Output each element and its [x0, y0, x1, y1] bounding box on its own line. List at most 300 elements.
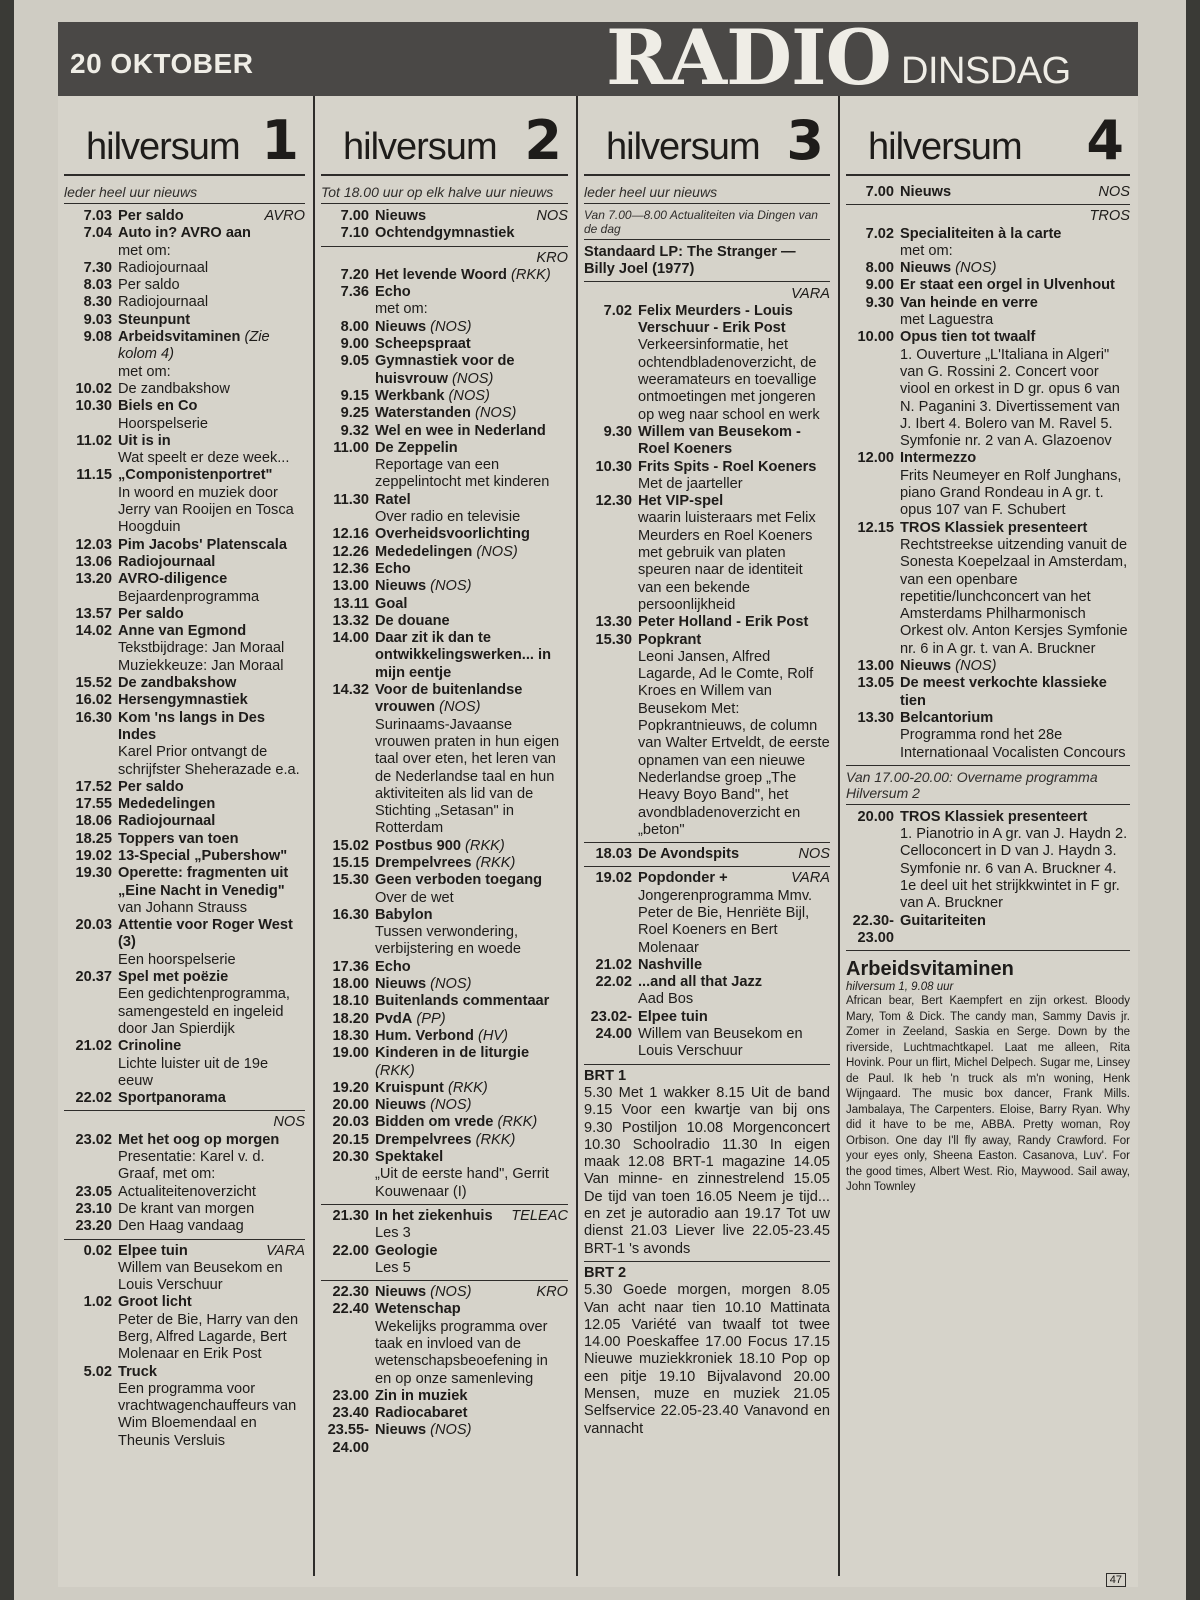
program-time: 18.03 — [595, 846, 632, 863]
program-time: 13.05 — [857, 675, 894, 692]
program-content — [375, 993, 568, 1010]
program-row — [846, 450, 1130, 519]
program-description: Over radio en televisie — [375, 509, 521, 526]
program-row — [64, 294, 305, 311]
program-content — [638, 957, 830, 974]
program-title: De zandbakshow — [118, 675, 237, 692]
program-row — [321, 613, 568, 630]
program-content — [375, 1284, 568, 1301]
program-title: Nieuws — [375, 1097, 427, 1114]
program-title: Ochtendgymnastiek — [375, 225, 515, 242]
program-broadcaster-note: (NOS) — [475, 405, 517, 422]
box-text: African bear, Bert Kaempfert en zijn orkest. Bloody Mary, Tom & Dick. The candy man, Sammy Davis jr. Zomer in Zeeland, Saskia en Serge. Down by the riverside, Luchtmachtkapel. Laat me alleen, Rita Hovink. Pour un flirt, Michel Delpech. Sugar me, Linsey de Paul. Ik heb 'n truck als m'n woning, Henk Wijngaard. The music box dancer, Frank Mills. Jambalaya, The Carpenters. Eloise, Barry Ryan. Why did it have to be me, ABBA. Pretty woman, Roy Orbison. One day I'll fly away, Randy Crawford. For your eyes only, Sheena Easton. Casanova, Luv'. For the good times, Albert West. Rio, Maywood. Sail away, John Townley — [846, 995, 1130, 1194]
program-row — [584, 974, 830, 1009]
program-time: 23.40 — [332, 1405, 369, 1422]
program-title: Waterstanden — [375, 405, 471, 422]
program-title: Radiojournaal — [118, 553, 216, 570]
program-row — [584, 614, 830, 631]
program-description: met Laguestra — [900, 312, 994, 329]
program-content — [375, 1243, 568, 1278]
program-row — [846, 675, 1130, 710]
program-description: Verkeersinformatie, het ochtendbladenoverzicht, de weeramateurs en toevallige ontmoetingen met jongeren op weg naar school en werk — [638, 337, 820, 423]
program-broadcaster-note: (RKK) — [475, 1131, 516, 1148]
program-description: Tussen verwondering, verbijstering en woede — [375, 924, 522, 958]
program-row — [64, 277, 305, 294]
program-row — [321, 1208, 568, 1243]
program-content — [375, 388, 568, 405]
divider — [846, 204, 1130, 205]
program-broadcaster-note: (NOS) — [430, 318, 472, 335]
header-day: DINSDAG — [901, 50, 1071, 92]
program-time: 9.00 — [865, 277, 894, 294]
program-content — [638, 846, 830, 863]
program-row — [64, 1132, 305, 1184]
program-title: Drempelvrees — [375, 1131, 472, 1148]
program-title: Zin in muziek — [375, 1387, 468, 1404]
program-content — [118, 571, 305, 606]
program-time: 9.30 — [603, 423, 632, 440]
program-row — [64, 796, 305, 813]
program-row — [321, 1284, 568, 1301]
program-content — [638, 424, 830, 459]
program-content — [118, 312, 305, 329]
divider — [321, 246, 568, 247]
program-title: Nashville — [638, 956, 703, 973]
program-content — [118, 813, 305, 830]
program-title: Ratel — [375, 491, 411, 508]
program-row — [584, 459, 830, 494]
brt1-schedule: 5.30 Met 1 wakker 8.15 Uit de band 9.15 Voor een kwartje van bij ons 9.30 Postiljon 10.08 Morgenconcert 10.30 Schoolradio 11.30 In eigen maak 12.08 BRT-1 magazine 14.05 Van minne- en zinnestrelend 15.05 De tijd van toen 16.05 Neem je tijd... en zet je autoradio aan 19.17 Tot uw dienst 21.03 Liever live 22.05-23.45 BRT-1 's avonds — [584, 1084, 830, 1257]
program-content — [118, 710, 305, 779]
program-time: 8.00 — [340, 318, 369, 335]
program-title: Toppers van toen — [118, 830, 239, 847]
program-content — [375, 208, 568, 225]
program-content — [118, 1090, 305, 1107]
program-row — [321, 976, 568, 993]
program-description: Hoorspelserie — [118, 415, 209, 432]
program-description: Les 3 — [375, 1225, 411, 1242]
program-time: 1.02 — [83, 1294, 112, 1311]
program-row — [584, 1009, 830, 1061]
program-title: Groot licht — [118, 1294, 192, 1311]
program-content — [375, 1388, 568, 1405]
newspaper-page — [14, 0, 1186, 1600]
program-broadcaster-note: (NOS) — [476, 543, 518, 560]
program-time: 16.30 — [332, 906, 369, 923]
program-time: 22.02 — [75, 1090, 112, 1107]
brt2-schedule: 5.30 Goede morgen, morgen 8.05 Van acht naar tien 10.10 Mattinata 12.05 Variété van twaalf tot twee 14.00 Poeskaffee 17.00 Focus 17.15 Nieuwe muziekkroniek 18.10 Pop op een pitje 19.10 Bijvalavond 20.00 Mensen, muze en muziek 21.05 Selfservice 22.05-23.40 Vanavond en vannacht — [584, 1282, 830, 1437]
program-time: 15.52 — [75, 675, 112, 692]
program-row — [64, 623, 305, 675]
program-content — [900, 277, 1130, 294]
program-title: Overheidsvoorlichting — [375, 526, 530, 543]
program-time: 13.30 — [857, 709, 894, 726]
program-description: Rechtstreekse uitzending vanuit de Sonesta Koepelzaal in Amsterdam, van een openbare repetitie/lunchconcert van het Amsterdams Philharmonisch Orkest olv. Anton Kersjes Symfonie nr. 6 in A gr. t. van A. Bruckner — [900, 536, 1128, 657]
program-content — [118, 554, 305, 571]
program-content — [118, 467, 305, 536]
program-title: Scheepspraat — [375, 336, 471, 353]
program-description: Leoni Jansen, Alfred Lagarde, Ad le Comte, Rolf Kroes en Willem van Beusekom Met: Popkrantnieuws, de column van Walter Ertveldt, de eerste opnamen van een nieuwe Nederlandse groep „The Heavy Boyo Band", het avondbladenoverzicht en „beton" — [638, 648, 830, 838]
program-content — [375, 284, 568, 319]
program-title: Uit is in — [118, 432, 171, 449]
program-content — [118, 779, 305, 796]
program-row — [64, 1090, 305, 1107]
program-time: 21.30 — [332, 1207, 369, 1224]
program-title: De douane — [375, 612, 450, 629]
program-content — [638, 632, 830, 840]
station-title — [846, 96, 1130, 176]
station-number: 1 — [261, 109, 299, 172]
program-content — [900, 184, 1130, 201]
program-title: Belcantorium — [900, 709, 994, 726]
program-description: waarin luisteraars met Felix Meurders en Roel Koeners met gebruik van platen speuren naar de identiteit van een bekende persoonlijkheid — [638, 510, 816, 613]
program-content — [375, 544, 568, 561]
program-content — [375, 405, 568, 422]
program-content — [118, 675, 305, 692]
program-content — [118, 329, 305, 381]
program-description: Presentatie: Karel v. d. Graaf, met om: — [118, 1149, 265, 1183]
program-title: Kinderen in de liturgie — [375, 1045, 530, 1062]
program-time: 7.04 — [83, 225, 112, 242]
program-time: 12.36 — [332, 560, 369, 577]
program-broadcaster-note: (NOS) — [430, 1284, 472, 1301]
program-row — [321, 225, 568, 242]
program-time: 23.20 — [75, 1218, 112, 1235]
program-content — [638, 870, 830, 956]
station-number: 2 — [524, 109, 562, 172]
program-title: Mededelingen — [118, 796, 216, 813]
program-time: 15.30 — [332, 872, 369, 889]
program-description: van Johann Strauss — [118, 899, 247, 916]
program-title: Geologie — [375, 1242, 438, 1259]
station-name: hilversum — [868, 126, 1022, 168]
program-title: Wetenschap — [375, 1301, 461, 1318]
program-description: Les 5 — [375, 1259, 411, 1276]
program-row — [584, 632, 830, 840]
station-note: Tot 18.00 uur op elk halve uur nieuws — [321, 184, 568, 204]
station-name: hilversum — [606, 126, 760, 168]
program-time: 13.00 — [857, 658, 894, 675]
program-broadcaster-note: (NOS) — [448, 387, 490, 404]
program-row — [64, 1218, 305, 1235]
program-time: 11.00 — [333, 439, 369, 456]
program-content — [375, 1080, 568, 1097]
broadcaster: AVRO — [264, 208, 305, 224]
program-time: 20.15 — [332, 1131, 369, 1148]
program-row — [64, 917, 305, 969]
program-time: 19.20 — [332, 1079, 369, 1096]
program-row — [321, 1405, 568, 1422]
program-content — [118, 260, 305, 277]
program-row — [64, 779, 305, 796]
program-row — [321, 440, 568, 492]
program-row — [321, 1028, 568, 1045]
program-content — [900, 450, 1130, 519]
program-row — [321, 388, 568, 405]
program-time: 7.00 — [865, 184, 894, 200]
program-description: Reportage van een zeppelintocht met kinderen — [375, 457, 550, 491]
program-time: 20.00 — [857, 808, 894, 825]
program-description: Een programma voor vrachtwagenchauffeurs van Wim Bloemendaal en Theunis Versluis — [118, 1380, 297, 1449]
program-title: Nieuws — [375, 318, 427, 335]
program-time: 9.25 — [340, 405, 369, 422]
program-row — [584, 493, 830, 614]
program-time: 8.00 — [865, 260, 894, 277]
program-description: Jongerenprogramma Mmv. Peter de Bie, Henriëte Bijl, Roel Koeners en Bert Molenaar — [638, 887, 813, 956]
program-row — [321, 492, 568, 527]
program-content — [118, 1184, 305, 1201]
program-content — [118, 277, 305, 294]
program-content — [375, 838, 568, 855]
program-time: 23.02 — [75, 1131, 112, 1148]
program-title: TROS Klassiek presenteert — [900, 808, 1088, 825]
program-content — [118, 692, 305, 709]
program-title: Crinoline — [118, 1038, 182, 1055]
program-content — [900, 260, 1130, 277]
program-content — [118, 1243, 305, 1295]
station-name: hilversum — [343, 126, 497, 168]
program-row — [321, 1243, 568, 1278]
program-content — [375, 423, 568, 440]
program-time: 21.02 — [75, 1038, 112, 1055]
program-time: 15.02 — [332, 837, 369, 854]
program-broadcaster-note: (NOS) — [430, 1422, 472, 1439]
program-time: 20.30 — [332, 1149, 369, 1166]
program-title: Attentie voor Roger West (3) — [118, 917, 293, 951]
program-row — [64, 1184, 305, 1201]
program-title: Kruispunt — [375, 1079, 444, 1096]
program-content — [118, 606, 305, 623]
program-time: 20.03 — [75, 917, 112, 934]
program-row — [321, 630, 568, 682]
program-content — [375, 1208, 568, 1243]
program-title: Actualiteitenoverzicht — [118, 1183, 256, 1200]
program-description: Programma rond het 28e Internationaal Vocalisten Concours — [900, 727, 1126, 761]
broadcaster: KRO — [536, 1284, 568, 1301]
program-row — [64, 537, 305, 554]
program-content — [375, 561, 568, 578]
station-note-2: Van 7.00—8.00 Actualiteiten via Dingen van de dag — [584, 208, 830, 240]
program-title: Het VIP-spel — [638, 493, 724, 510]
broadcaster: NOS — [798, 846, 830, 863]
station-number: 4 — [1086, 109, 1124, 172]
station-note: leder heel uur nieuws — [584, 184, 830, 204]
program-title: Postbus 900 — [375, 837, 461, 854]
program-content — [900, 329, 1130, 450]
program-time: 14.32 — [332, 682, 369, 699]
program-content — [375, 440, 568, 492]
program-title: Guitariteiten — [900, 912, 986, 929]
program-time: 7.02 — [865, 225, 894, 242]
program-title: Spektakel — [375, 1149, 444, 1166]
page-header — [58, 13, 1138, 102]
program-time: 12.30 — [595, 493, 632, 510]
program-title: Goal — [375, 595, 408, 612]
program-title: Radiojournaal — [118, 813, 216, 830]
program-broadcaster-note: (RKK) — [497, 1114, 538, 1131]
program-time: 10.02 — [75, 380, 112, 397]
program-content — [638, 1009, 830, 1061]
program-content — [900, 913, 1130, 948]
program-content — [638, 974, 830, 1009]
program-time: 12.03 — [75, 536, 112, 553]
program-time: 7.30 — [83, 259, 112, 276]
program-time: 15.15 — [332, 854, 369, 871]
program-title: Hersengymnastiek — [118, 692, 248, 709]
program-row — [64, 969, 305, 1038]
program-time: 9.08 — [83, 329, 112, 346]
program-row — [321, 405, 568, 422]
program-row — [846, 277, 1130, 294]
program-title: De meest verkochte klassieke tien — [900, 675, 1107, 709]
program-description: 1. Ouverture „L'Italiana in Algeri" van G. Rossini 2. Concert voor viool en orkest in D gr. opus 6 van N. Paganini 3. Divertissement van J. Ibert 4. Bolero van M. Ravel 5. Symfonie nr. 2 van A. Glazoenov — [900, 346, 1120, 450]
program-row — [64, 398, 305, 433]
program-row — [846, 295, 1130, 330]
program-content — [375, 976, 568, 993]
program-time: 13.57 — [75, 605, 112, 622]
program-title: Radiocabaret — [375, 1405, 468, 1422]
program-content — [375, 267, 568, 284]
program-time: 11.30 — [333, 491, 369, 508]
program-time: 22.40 — [332, 1301, 369, 1318]
program-content — [118, 537, 305, 554]
program-title: Babylon — [375, 906, 433, 923]
program-row — [64, 1038, 305, 1090]
divider — [846, 950, 1130, 951]
program-row — [64, 329, 305, 381]
program-content — [375, 855, 568, 872]
program-title: Buitenlands commentaar — [375, 993, 550, 1010]
divider — [321, 1204, 568, 1205]
program-description: met om: — [118, 363, 171, 380]
program-description: Met de jaarteller — [638, 475, 743, 492]
program-row — [846, 710, 1130, 762]
program-content — [638, 459, 830, 494]
divider — [584, 842, 830, 843]
program-description: „Uit de eerste hand", Gerrit Kouwenaar (I) — [375, 1166, 549, 1200]
program-content — [375, 353, 568, 388]
program-title: Arbeidsvitaminen — [118, 329, 241, 346]
program-title: Anne van Egmond — [118, 623, 247, 640]
program-content — [375, 872, 568, 907]
program-broadcaster-note: (RKK) — [465, 837, 505, 854]
program-title: Per saldo — [118, 277, 180, 294]
broadcaster-label: KRO — [536, 249, 568, 266]
program-time: 9.00 — [340, 336, 369, 353]
program-broadcaster-note: (HV) — [477, 1027, 508, 1044]
program-row — [64, 606, 305, 623]
program-title: 13-Special „Pubershow" — [118, 847, 288, 864]
station-title — [64, 96, 305, 176]
program-time: 13.00 — [332, 578, 369, 595]
program-title: Sportpanorama — [118, 1090, 226, 1107]
program-time: 18.30 — [332, 1027, 369, 1044]
program-content — [118, 865, 305, 917]
program-row — [64, 848, 305, 865]
program-description: Tekstbijdrage: Jan Moraal Muziekkeuze: Jan Moraal — [118, 640, 285, 674]
program-broadcaster-note: (PP) — [416, 1010, 446, 1027]
program-content — [638, 614, 830, 631]
program-row — [321, 561, 568, 578]
program-broadcaster-note: (RKK) — [475, 854, 516, 871]
program-broadcaster-note: (RKK) — [510, 266, 551, 283]
program-time: 7.20 — [340, 266, 369, 283]
program-row — [321, 1301, 568, 1387]
program-description: In woord en muziek door Jerry van Rooijen en Tosca Hoogduin — [118, 484, 294, 536]
program-title: Mededelingen — [375, 543, 473, 560]
program-row — [321, 1114, 568, 1131]
program-time: 7.03 — [83, 208, 112, 224]
program-row — [846, 226, 1130, 261]
program-time: 8.30 — [83, 294, 112, 311]
program-description: Peter de Bie, Harry van den Berg, Alfred Lagarde, Bert Molenaar en Erik Post — [118, 1311, 299, 1363]
program-content — [118, 917, 305, 969]
station-note: Van 17.00-20.00: Overname programma Hilversum 2 — [846, 769, 1130, 805]
program-time: 18.25 — [75, 830, 112, 847]
program-row — [321, 1080, 568, 1097]
program-row — [64, 865, 305, 917]
program-content — [375, 526, 568, 543]
program-content — [375, 578, 568, 595]
program-description: Willem van Beusekom en Louis Verschuur — [638, 1026, 803, 1060]
program-content — [375, 1301, 568, 1387]
radio-listings-sheet — [58, 13, 1138, 1587]
program-row — [321, 578, 568, 595]
program-row — [64, 675, 305, 692]
program-time: 7.36 — [340, 284, 369, 301]
program-time: 8.03 — [83, 277, 112, 294]
program-content — [375, 1132, 568, 1149]
program-row — [321, 682, 568, 838]
program-row — [584, 957, 830, 974]
program-title: Echo — [375, 560, 411, 577]
program-content — [375, 682, 568, 838]
program-time: 22.30 — [332, 1284, 369, 1301]
program-row — [321, 872, 568, 907]
program-row — [321, 959, 568, 976]
program-time: 19.02 — [75, 847, 112, 864]
program-row — [64, 1364, 305, 1450]
program-title: Nieuws — [375, 1422, 427, 1439]
program-broadcaster-note: (NOS) — [430, 976, 472, 993]
program-broadcaster-note: (RKK) — [375, 1062, 415, 1079]
program-time: 10.30 — [75, 398, 112, 415]
program-title: Auto in? AVRO aan — [118, 225, 251, 242]
program-title: Popdonder + — [638, 870, 728, 887]
program-title: „Componistenportret" — [118, 467, 273, 484]
program-row — [846, 913, 1130, 948]
program-time: 14.00 — [332, 630, 369, 647]
program-content — [375, 1028, 568, 1045]
program-time: 5.02 — [83, 1363, 112, 1380]
program-time: 12.26 — [332, 543, 369, 560]
broadcaster-label: TROS — [1089, 208, 1130, 225]
program-title: De Zeppelin — [375, 439, 458, 456]
program-broadcaster-note: (NOS) — [439, 699, 481, 716]
program-row — [64, 433, 305, 468]
program-time: 17.36 — [332, 958, 369, 975]
program-title: Truck — [118, 1363, 157, 1380]
broadcaster: NOS — [1098, 184, 1130, 200]
program-row — [321, 1388, 568, 1405]
program-time: 23.55-24.00 — [327, 1422, 369, 1456]
program-row — [64, 467, 305, 536]
program-title: Radiojournaal — [118, 294, 209, 311]
program-description: met om: — [900, 242, 953, 259]
program-description: Frits Neumeyer en Rolf Junghans, piano Grand Rondeau in A gr. t. opus 107 van F. Schubert — [900, 467, 1122, 519]
program-title: De zandbakshow — [118, 380, 230, 397]
program-description: Een hoorspelserie — [118, 951, 236, 968]
